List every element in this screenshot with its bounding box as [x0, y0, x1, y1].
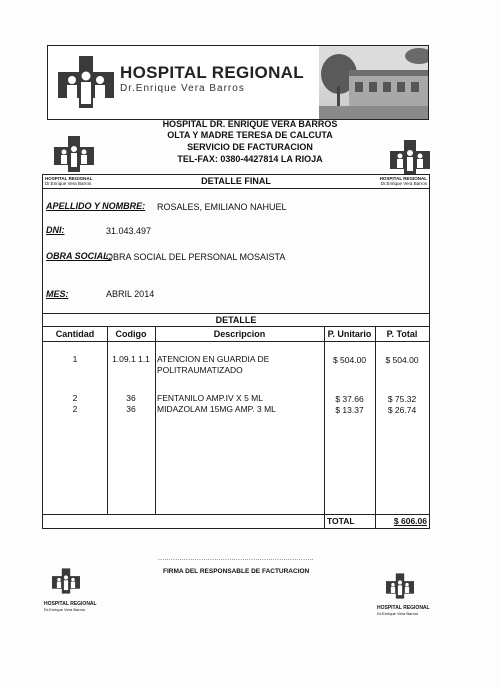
row-2-cantidad: 2 [72, 393, 78, 403]
column-header-total: P. Total [386, 329, 418, 339]
banner-title: HOSPITAL REGIONAL [120, 63, 304, 82]
hospital-logo-icon [52, 564, 80, 598]
column-header-codigo: Codigo [115, 329, 147, 339]
apellido-value: ROSALES, EMILIANO NAHUEL [157, 202, 287, 212]
building-illustration [319, 46, 428, 119]
row-3-total: $ 26.74 [387, 405, 417, 415]
row-1-unitario: $ 504.00 [332, 355, 367, 365]
hospital-banner [47, 45, 429, 120]
row-2-descripcion: FENTANILO AMP.IV X 5 ML [157, 393, 263, 403]
hospital-building-photo [319, 46, 428, 119]
row-3-cantidad: 2 [72, 404, 78, 414]
mini-logo-name-left: HOSPITAL REGIONAL [45, 176, 93, 181]
header-line-4: TEL-FAX: 0380-4427814 LA RIOJA [177, 154, 323, 164]
column-header-cantidad: Cantidad [55, 329, 95, 339]
row-3-descripcion: MIDAZOLAM 15MG AMP. 3 ML [157, 404, 276, 414]
hospital-logo-icon [390, 140, 430, 176]
row-1-codigo: 1.09.1 1.1 [112, 354, 150, 364]
total-label: TOTAL [327, 516, 355, 526]
row-1-cantidad: 1 [72, 354, 78, 364]
hospital-logo-icon [386, 569, 414, 603]
detail-table [42, 313, 430, 529]
row-3-codigo: 36 [126, 404, 136, 414]
mes-label: MES: [46, 289, 69, 299]
detalle-final-row [42, 174, 430, 189]
header-line-2: OLTA Y MADRE TERESA DE CALCUTA [167, 130, 333, 140]
row-1-total: $ 504.00 [385, 355, 419, 365]
row-2-unitario: $ 37.66 [335, 394, 364, 404]
row-2-total: $ 75.32 [387, 394, 417, 404]
table-title: DETALLE [215, 315, 257, 325]
obra-social-label: OBRA SOCIAL: [46, 251, 112, 261]
hospital-family-logo [58, 56, 114, 108]
bottom-right-logo-name: HOSPITAL REGIONAL [377, 605, 430, 611]
header-line-3: SERVICIO DE FACTURACION [187, 142, 313, 152]
obra-social-value: OBRA SOCIAL DEL PERSONAL MOSAISTA [106, 252, 286, 262]
table-divider [43, 514, 429, 515]
total-amount: $ 606.06 [393, 516, 427, 526]
bottom-right-logo-sub: Dr.Enrique Vera Barros [377, 611, 419, 616]
mini-logo-name-right: HOSPITAL REGIONAL [379, 176, 427, 181]
column-header-descripcion: Descripcion [213, 329, 266, 339]
section-title: DETALLE FINAL [201, 176, 271, 186]
bottom-left-logo-name: HOSPITAL REGIONAL [44, 601, 97, 607]
hospital-logo-icon [54, 136, 94, 172]
signature-label: FIRMA DEL RESPONSABLE DE FACTURACION [163, 568, 310, 575]
column-divider [155, 327, 156, 514]
row-1-descripcion: ATENCION EN GUARDIA DE POLITRAUMATIZADO [157, 354, 270, 375]
row-2-codigo: 36 [126, 393, 136, 403]
mini-logo-sub-left: Dr.Enrique Vera Barros [45, 181, 92, 186]
mini-logo-sub-right: Dr.Enrique Vera Barros [380, 181, 427, 186]
banner-subtitle: Dr.Enrique Vera Barros [120, 83, 245, 94]
signature-dots: ........................................................................ [158, 556, 315, 562]
column-header-unitario: P. Unitario [327, 329, 372, 339]
row-3-unitario: $ 13.37 [335, 405, 364, 415]
apellido-label: APELLIDO Y NOMBRE: [46, 201, 146, 211]
bottom-left-logo-sub: Dr.Enrique Vera Barros [44, 607, 86, 612]
mes-value: ABRIL 2014 [106, 289, 155, 299]
dni-label: DNI: [46, 225, 65, 235]
dni-value: 31.043.497 [106, 226, 152, 236]
table-divider [43, 341, 429, 342]
total-value [375, 516, 429, 527]
header-line-1: HOSPITAL DR. ENRIQUE VERA BARROS [162, 119, 338, 129]
